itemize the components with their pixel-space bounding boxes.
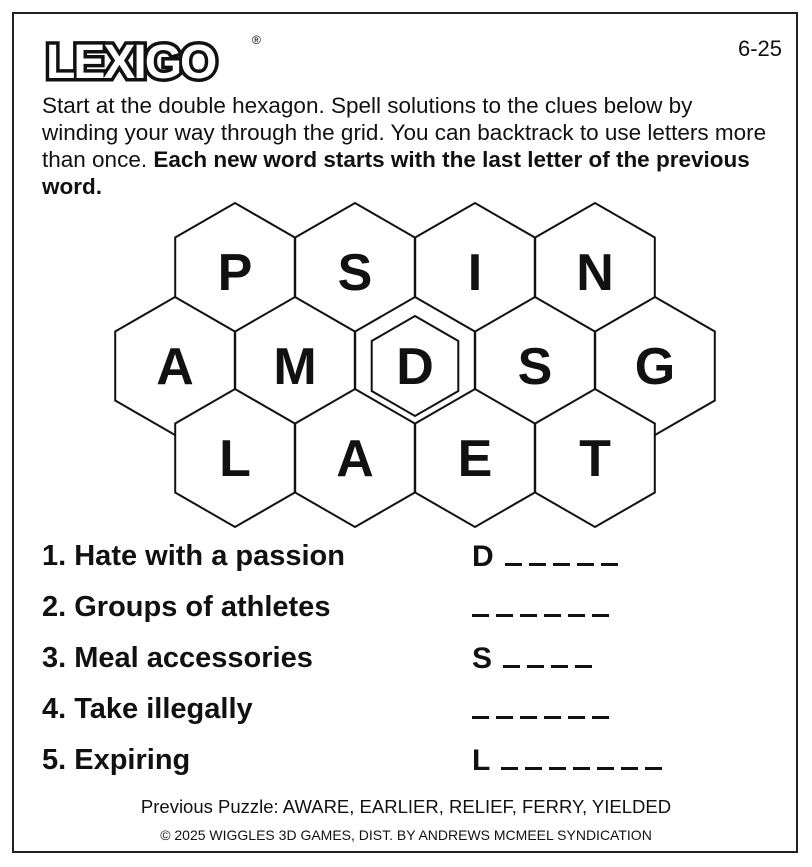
- answer-blank[interactable]: [592, 614, 609, 617]
- puzzle-date: 6-25: [738, 36, 783, 61]
- instructions-plain: Start at the double hexagon. Spell solutions to the clues below by winding your way through the grid. You can backtrack to use letters more than once.: [42, 93, 767, 172]
- clue-row: [42, 540, 762, 580]
- answer-blank[interactable]: [544, 614, 561, 617]
- answer-blank[interactable]: [621, 767, 638, 770]
- clue-text: 1. Hate with a passion: [42, 540, 345, 572]
- grid-letter: S: [337, 244, 373, 302]
- grid-letter: E: [457, 430, 493, 488]
- copyright: © 2025 WIGGLES 3D GAMES, DIST. BY ANDREWS MCMEEL SYNDICATION: [160, 827, 652, 843]
- grid-letter: A: [336, 430, 374, 488]
- grid-letter: A: [156, 338, 194, 396]
- clue-text: 4. Take illegally: [42, 693, 253, 725]
- answer-blanks[interactable]: [472, 744, 669, 778]
- answer-blank[interactable]: [520, 716, 537, 719]
- answer-blank[interactable]: [505, 563, 522, 566]
- answer-blank[interactable]: [544, 716, 561, 719]
- answer-start-letter: D: [472, 540, 495, 573]
- grid-letter: T: [579, 430, 611, 488]
- answer-blank[interactable]: [577, 563, 594, 566]
- logo-text: LEXIGO: [46, 36, 216, 89]
- answer-start-letter: S: [472, 642, 494, 675]
- grid-letter: G: [634, 338, 676, 396]
- answer-blank[interactable]: [496, 614, 513, 617]
- start-letter: D: [396, 338, 434, 396]
- answer-blank[interactable]: [527, 665, 544, 668]
- answer-blank[interactable]: [553, 563, 570, 566]
- answer-blank[interactable]: [575, 665, 592, 668]
- answer-blank[interactable]: [503, 665, 520, 668]
- answer-blanks[interactable]: [472, 693, 616, 727]
- clue-row: [42, 693, 762, 733]
- answer-blank[interactable]: [496, 716, 513, 719]
- answer-blank[interactable]: [551, 665, 568, 668]
- clue-text: 3. Meal accessories: [42, 642, 313, 674]
- answer-blank[interactable]: [525, 767, 542, 770]
- answer-blank[interactable]: [645, 767, 662, 770]
- previous-puzzle: Previous Puzzle: AWARE, EARLIER, RELIEF, FERRY, YIELDED: [140, 796, 672, 817]
- grid-letter: M: [273, 338, 317, 396]
- answer-blank[interactable]: [549, 767, 566, 770]
- answer-blank[interactable]: [472, 614, 489, 617]
- grid-letter: P: [217, 244, 253, 302]
- registered-mark: ®: [252, 33, 261, 47]
- answer-blank[interactable]: [592, 716, 609, 719]
- answer-blank[interactable]: [568, 716, 585, 719]
- answer-blank[interactable]: [601, 563, 618, 566]
- answer-blank[interactable]: [529, 563, 546, 566]
- answer-start-letter: L: [472, 744, 492, 777]
- answer-blank[interactable]: [501, 767, 518, 770]
- answer-blank[interactable]: [597, 767, 614, 770]
- answer-blanks[interactable]: [472, 642, 599, 676]
- answer-blank[interactable]: [520, 614, 537, 617]
- grid-letter: L: [219, 430, 251, 488]
- clue-row: [42, 591, 762, 631]
- instructions-bold: Each new word starts with the last letter of the previous word.: [42, 147, 750, 199]
- grid-letter: S: [517, 338, 553, 396]
- clue-row: [42, 642, 762, 682]
- answer-blank[interactable]: [568, 614, 585, 617]
- clue-text: 5. Expiring: [42, 744, 191, 776]
- answer-blank[interactable]: [472, 716, 489, 719]
- clue-row: [42, 744, 762, 784]
- grid-letter: N: [576, 244, 614, 302]
- grid-letter: I: [467, 244, 483, 302]
- answer-blank[interactable]: [573, 767, 590, 770]
- answer-blanks[interactable]: [472, 591, 616, 625]
- answer-blanks[interactable]: [472, 540, 625, 574]
- clue-text: 2. Groups of athletes: [42, 591, 331, 623]
